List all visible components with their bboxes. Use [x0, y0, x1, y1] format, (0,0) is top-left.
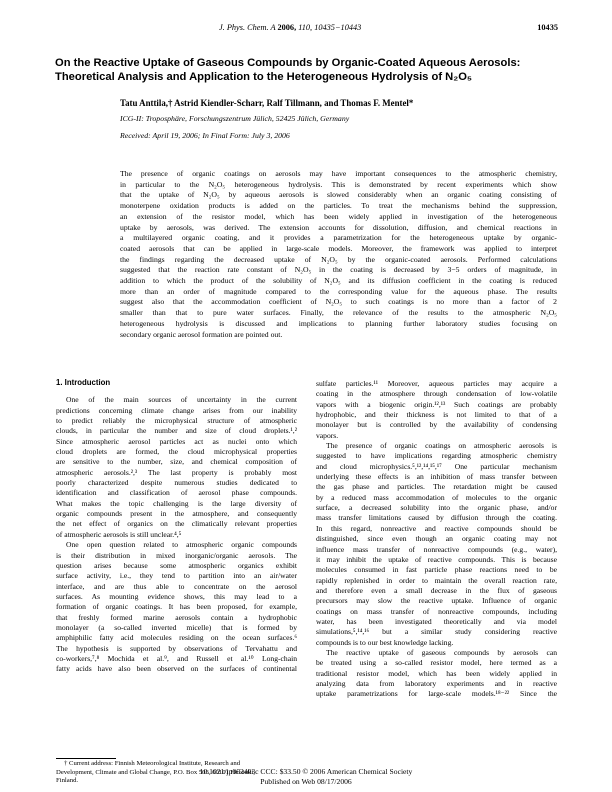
abstract-line: more than an order of magnitude compared to the corresponding value for the aqueous phase. The results	[120, 286, 557, 296]
body-line: coating in the atmosphere through condensation of low-volatile	[316, 389, 557, 399]
abstract-line: an extension of the resistor model, which has been widely applied in investigation of the heterogeneous	[120, 211, 557, 221]
abstract-line: the findings regarding the decreased uptake of N₂O₅ by the organic-coated aerosols. Performed calculations	[120, 254, 557, 264]
affiliation: ICG-II: Troposphäre, Forschungszentrum Jülich, 52425 Jülich, Germany	[120, 114, 350, 123]
abstract-line: in particular to the N₂O₅ heterogeneous hydrolysis. This is demonstrated by recent experiments which show	[120, 179, 557, 189]
body-line: atmospheric aerosols.²,³ The last property is probably most	[56, 467, 297, 477]
body-line: surfaces. As mounting evidence shows, this may lead to a	[56, 591, 297, 601]
body-line: formation of organic coatings. It has been proposed, for example,	[56, 602, 297, 612]
abstract-line: monoterpene oxidation products is added on the particles. To treat the mechanisms behind the suppression,	[120, 201, 557, 211]
body-line: interface, and are thus able to concentrate on the aerosol	[56, 581, 297, 591]
abstract-line: heterogeneous hydrolysis is discussed and implications to planning further laboratory studies focusing on	[120, 318, 557, 328]
body-line: traditional resistor model, which has been widely applied in	[316, 668, 557, 678]
author-list: Tatu Anttila,† Astrid Kiendler-Scharr, Ralf Tillmann, and Thomas F. Mentel*	[120, 98, 414, 108]
body-line: vapors.	[316, 430, 339, 440]
body-line: What makes the topic challenging is the large diversity of	[56, 498, 297, 508]
body-line: to predict reliably the microphysical structure of atmospheric	[56, 416, 297, 426]
body-line: One of the main sources of uncertainty in the current	[66, 395, 297, 405]
body-line: clouds, in particular the number and size of cloud droplets.¹,²	[56, 426, 297, 436]
title-line: On the Reactive Uptake of Gaseous Compounds by Organic-Coated Aqueous Aerosols:	[55, 57, 521, 69]
body-line: One open question related to atmospheric organic compounds	[66, 540, 297, 550]
body-line: rapidly replenished in order to maintain the overall reaction rate,	[316, 575, 557, 585]
body-line: is their distribution in mixed inorganic/organic aerosols. The	[56, 550, 297, 560]
body-line: that freshly formed marine aerosols contain a hydrophobic	[56, 612, 297, 622]
abstract-line: The presence of organic coatings on aerosols may have important consequences to the atmospheric chemistry,	[120, 169, 557, 178]
section-heading: 1. Introduction	[56, 378, 111, 387]
body-line: underlying these effects is an inhibition of mass transfer between	[316, 472, 557, 482]
body-line: coatings on mass transfer of nonreactive compounds, including	[316, 606, 557, 616]
body-line: precursors may slow the reactive uptake. Influence of organic	[316, 596, 557, 606]
body-line: fatty acids have also been observed on the surfaces of continental	[56, 664, 297, 674]
footnote-line: † Current address: Finnish Meteorological Institute, Research and	[64, 760, 241, 767]
body-line: molecules consumed in fast particle phase reactions need to be	[316, 565, 557, 575]
body-line: Since atmospheric aerosol particles act as nuclei onto which	[56, 436, 297, 446]
body-line: water, has been investigated theoretically and via model	[316, 616, 557, 626]
body-line: vapors with a biogenic origin.¹²,¹³ Such coatings are probably	[316, 399, 557, 409]
body-line: be treated using a so-called resistor model, here termed as a	[316, 658, 557, 668]
page-number: 10435	[537, 23, 558, 32]
abstract	[120, 169, 557, 340]
journal-name: J. Phys. Chem. A	[219, 23, 276, 32]
body-line: question arises because some atmospheric organics exhibit	[56, 560, 297, 570]
body-line: surface activity, i.e., they tend to partition into an air/water	[56, 571, 297, 581]
right-column	[316, 379, 557, 700]
abstract-line: uptake by aerosols, was derived. The extension accounts for dissolution, diffusion, and chemical reactions in	[120, 222, 557, 232]
footnote-line: Finland.	[56, 777, 79, 785]
body-line: it may inhibit the uptake of reactive compounds. This is because	[316, 554, 557, 564]
footnote-line: Development, Climate and Global Change, P.O. Box 503, 00101 Helsinki,	[56, 768, 255, 776]
body-line: are sensitive to the number, size, and chemical composition of	[56, 457, 297, 467]
article-title	[55, 56, 555, 84]
journal-volume: 110,	[298, 23, 313, 32]
body-line: organic compounds present in the atmosphere, and consequently	[56, 509, 297, 519]
body-line: sulfate particles.¹¹ Moreover, aqueous particles may acquire a	[316, 379, 557, 388]
published-date-line	[0, 777, 612, 786]
body-line: poorly characterized despite numerous studies dedicated to	[56, 478, 297, 488]
body-line: and cloud microphysics.⁵,¹²,¹⁴,¹⁵,¹⁷ One particular mechanism	[316, 461, 557, 471]
body-line: distinguished, since even though an organic coating may not	[316, 534, 557, 544]
body-line: of atmospheric aerosols is still unclear.⁴,⁵	[56, 529, 182, 539]
body-line: co-workers,⁷,⁸ Mochida et al.⁹, and Russell et al.¹⁰ Long-chain	[56, 653, 297, 663]
body-line: identification and classification of aerosol phase compounds.	[56, 488, 297, 498]
body-line: amphiphilic fatty acid molecules residing on the ocean surfaces.⁶	[56, 633, 297, 643]
abstract-line: smaller than that to pure water surfaces. Finally, the relevance of the results to the atmospheric N₂O₅	[120, 308, 557, 318]
body-line: analyzing data from laboratory experiments and in reactive	[316, 678, 557, 688]
body-line: In this regard, nonreactive and reactive compounds should be	[316, 523, 557, 533]
body-line: compounds is to our best knowledge lacking.	[316, 637, 454, 647]
body-line: the gas phase and particles. The retardation might be caused	[316, 482, 557, 492]
abstract-line: that the uptake of N₂O₅ by aqueous aerosols is slowed considerably when an organic coating consisting of	[120, 190, 557, 200]
body-line: and therefore even a small decrease in the flux of gaseous	[316, 585, 557, 595]
body-line: cloud droplets are formed, the cloud microphysical properties	[56, 447, 297, 457]
abstract-line: suggest also that the accommodation coefficient of N₂O₅ to such coatings is no more than a factor of 2	[120, 297, 557, 307]
body-line: simulations,⁵,¹⁴,¹⁶ but a similar study considering reactive	[316, 627, 557, 637]
title-line: Theoretical Analysis and Application to the Heterogeneous Hydrolysis of N₂O₅	[55, 71, 473, 83]
body-line: monolayer but is controlled by the availability of condensing	[316, 420, 557, 430]
body-line: monolayer (a so-called inverted micelle) that is formed by	[56, 622, 297, 632]
journal-year: 2006,	[277, 23, 297, 32]
body-line: by a reduced mass accommodation of molecules to the organic	[316, 492, 557, 502]
journal-pages: 10435−10443	[314, 23, 362, 32]
body-line: The presence of organic coatings on atmospheric aerosols is	[326, 441, 557, 451]
left-column	[56, 378, 297, 675]
doi-copyright: 10.1021/jp062403c CCC: $33.50 © 2006 American Chemical Society	[199, 767, 413, 776]
abstract-line: a multilayered organic coating, and it provides a parametrization for the heterogeneous uptake by organic-	[120, 233, 557, 243]
body-line: influence mass transfer of nonreactive compounds (e.g., water),	[316, 544, 557, 554]
body-line: hydrophobic, and their thickness is not limited to that of a	[316, 410, 557, 420]
abstract-line: coated aerosols that can be applied in large-scale models. Moreover, the framework was applied to interpret	[120, 243, 557, 253]
published-date: Published on Web 08/17/2006	[260, 777, 352, 786]
received-dates: Received: April 19, 2006; In Final Form: July 3, 2006	[120, 131, 290, 140]
body-line: The hypothesis is supported by observations of Tervahattu and	[56, 643, 297, 653]
abstract-line: suggested that the reaction rate constant of N₂O₅ in the coating is decreased by 3−5 orders of magnitude, in	[120, 265, 557, 275]
running-header	[56, 23, 558, 35]
body-line: surface, a decreased solubility into the organic phase, and/or	[316, 503, 557, 513]
journal-citation	[219, 23, 361, 32]
body-line: predictions concerning climate change arises from our inability	[56, 405, 297, 415]
body-line: uptake parametrizations for large-scale models.¹⁸⁻²² Since the	[316, 689, 557, 699]
abstract-line: addition to which the product of the solubility of N₂O₅ and its diffusion coefficient in the coating is reduced	[120, 276, 557, 286]
body-line: suggested to have implications regarding atmospheric chemistry	[316, 451, 557, 461]
body-line: mass transfer limitations caused by diffusion through the coating.	[316, 513, 557, 523]
doi-copyright-line	[0, 767, 612, 776]
abstract-line: secondary organic aerosol formation are pointed out.	[120, 329, 283, 339]
footnote-rule	[56, 758, 116, 759]
body-line: The reactive uptake of gaseous compounds by aerosols can	[326, 647, 557, 657]
body-line: the net effect of organics on the climatically relevant properties	[56, 519, 297, 529]
